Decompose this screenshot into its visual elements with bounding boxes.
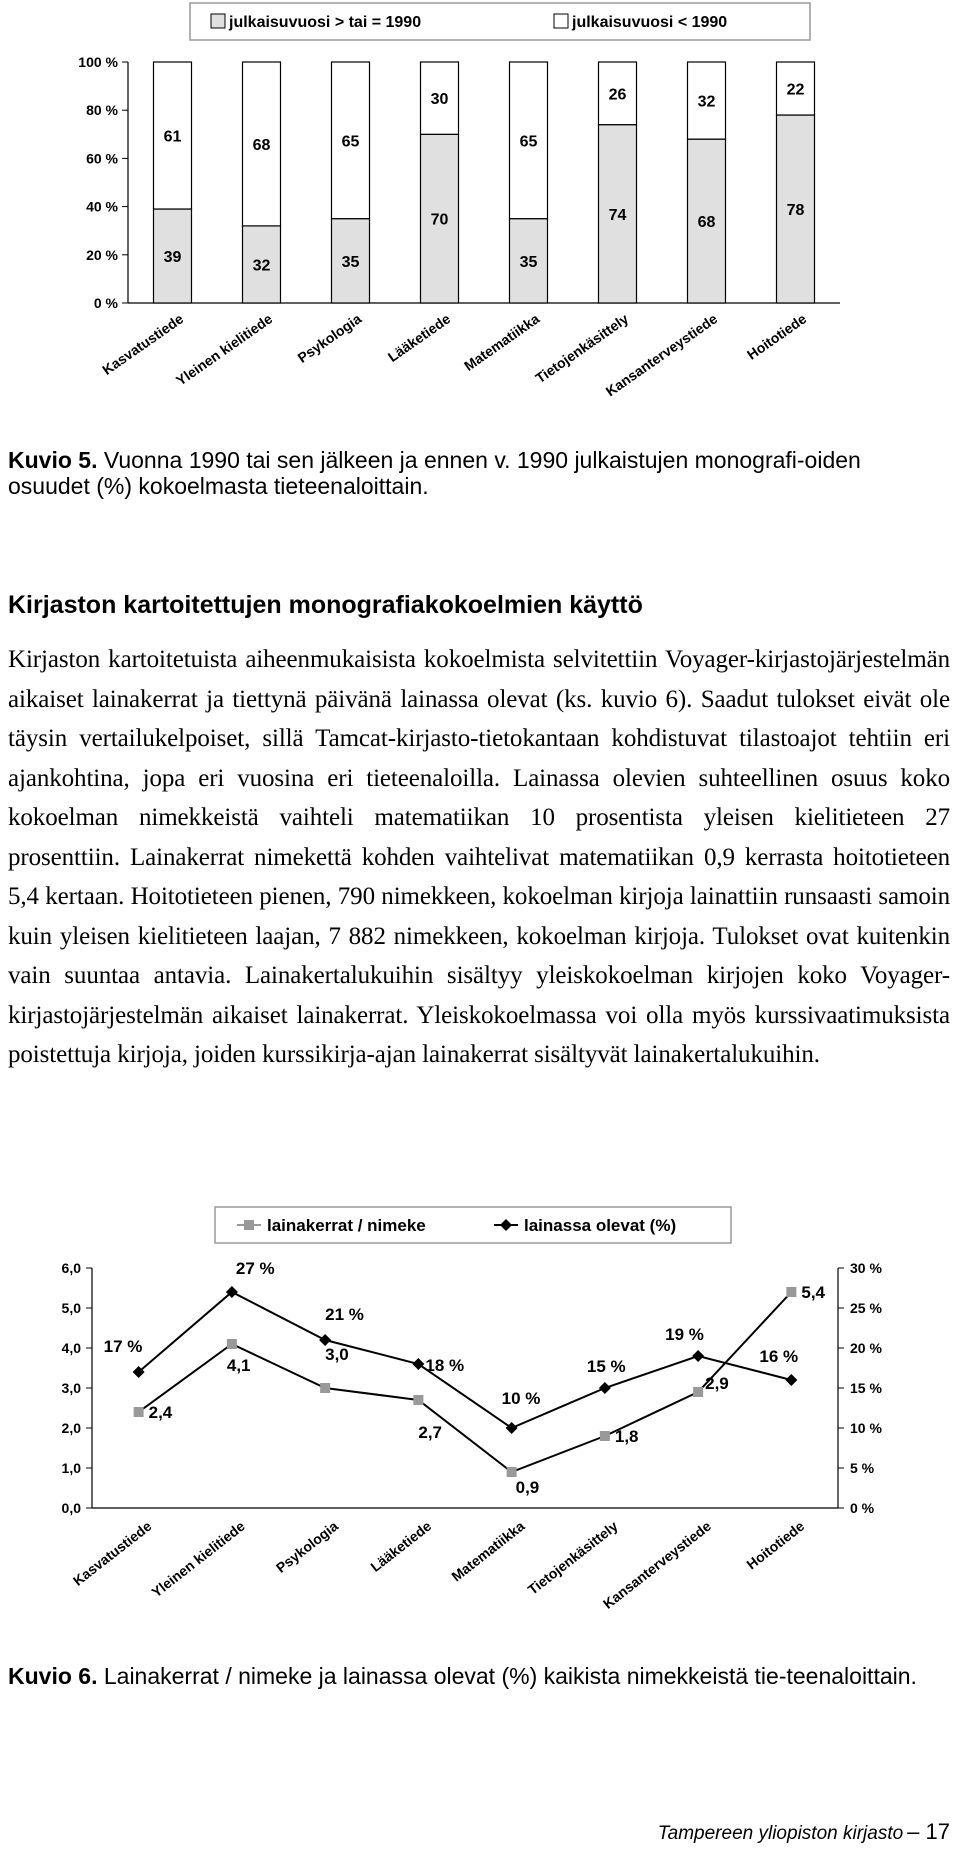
- data-label: 27 %: [235, 1259, 275, 1278]
- figure6-x-labels: [70, 1518, 808, 1612]
- y-tick-label: 80 %: [86, 102, 118, 119]
- data-label: 10 %: [501, 1389, 541, 1408]
- data-label: 17 %: [103, 1337, 143, 1356]
- data-point-diamond: [785, 1374, 797, 1386]
- data-point-square: [320, 1383, 330, 1393]
- legend-marker: [244, 1220, 254, 1230]
- figure6-axes: [62, 1260, 883, 1516]
- page-number: – 17: [907, 1819, 950, 1844]
- figure6-caption: [8, 1663, 948, 1689]
- figure6-caption-text: Lainakerrat / nimeke ja lainassa olevat (%) kaikista nimekkeistä tie-teenaloittain.: [103, 1663, 917, 1689]
- bar-value-label: 30: [430, 91, 449, 109]
- y-left-tick-label: 4,0: [61, 1340, 81, 1356]
- y-left-tick-label: 6,0: [61, 1260, 81, 1276]
- bar-value-label: 22: [786, 81, 805, 99]
- x-tick-label: Lääketiede: [367, 1517, 435, 1575]
- figure5-caption: [8, 447, 948, 499]
- y-tick-label: 20 %: [86, 246, 118, 263]
- y-right-tick-label: 25 %: [850, 1300, 882, 1316]
- bar-value-label: 65: [341, 133, 360, 151]
- data-label: 18 %: [425, 1356, 465, 1375]
- x-tick-label: Psykologia: [272, 1517, 341, 1576]
- data-point-square: [786, 1287, 796, 1297]
- legend-label: lainassa olevat (%): [524, 1216, 677, 1235]
- figure5-bars: [154, 62, 815, 303]
- data-point-square: [693, 1387, 703, 1397]
- data-label: 15 %: [586, 1357, 626, 1376]
- x-tick-label: Yleinen kielitiede: [172, 310, 276, 389]
- data-point-square: [134, 1407, 144, 1417]
- data-label: 16 %: [759, 1347, 799, 1366]
- bar-value-label: 35: [519, 253, 538, 271]
- bar-value-label: 70: [430, 211, 449, 229]
- bar-value-label: 39: [163, 249, 182, 267]
- y-right-tick-label: 0 %: [850, 1500, 875, 1516]
- x-tick-label: Psykologia: [294, 310, 365, 366]
- y-left-tick-label: 1,0: [61, 1460, 81, 1476]
- bar-value-label: 78: [786, 202, 805, 220]
- data-label: 4,1: [226, 1356, 251, 1375]
- x-tick-label: Tietojenkäsittely: [532, 310, 632, 387]
- data-point-square: [507, 1467, 517, 1477]
- x-tick-label: Kasvatustiede: [69, 1517, 155, 1589]
- y-right-tick-label: 20 %: [850, 1340, 882, 1356]
- x-tick-label: Hoitotiede: [743, 310, 810, 363]
- data-point-square: [227, 1339, 237, 1349]
- figure5-chart: [0, 0, 960, 440]
- data-label: 0,9: [515, 1478, 540, 1497]
- x-tick-label: Kansanterveystiede: [599, 1517, 714, 1612]
- data-point-diamond: [412, 1358, 424, 1370]
- y-left-tick-label: 2,0: [61, 1420, 81, 1436]
- bar-value-label: 61: [163, 128, 182, 146]
- y-left-tick-label: 3,0: [61, 1380, 81, 1396]
- y-right-tick-label: 15 %: [850, 1380, 882, 1396]
- bar-value-label: 74: [608, 206, 627, 224]
- y-left-tick-label: 0,0: [61, 1500, 81, 1516]
- y-tick-label: 0 %: [93, 295, 118, 311]
- bar-value-label: 68: [252, 136, 271, 154]
- legend-swatch: [554, 14, 568, 28]
- data-label: 3,0: [325, 1345, 349, 1364]
- legend-label: lainakerrat / nimeke: [267, 1216, 426, 1235]
- x-tick-label: Hoitotiede: [743, 1517, 808, 1573]
- section-paragraph: Kirjaston kartoitetuista aiheenmukaisista kokoelmista selvitettiin Voyager-kirjastojärjestelmän aikaiset lainakerrat ja tiettynä päivänä lainassa olevat (ks. kuvio 6). Saadut tulokset eivät ole täysin vertailukelpoiset, sillä Tamcat-kirjasto-tietokantaan kohdistuvat tilastoajot tehtiin eri ajankohtina, jopa eri vuosina eri tieteenaloilla. Lainassa olevien suhteellinen osuus koko kokoelman nimekkeistä vaihteli matematiikan 10 prosentista yleisen kielitieteen 27 prosenttiin. Lainakerrat nimekettä kohden vaihtelivat matematiikan 0,9 kerrasta hoitotieteen 5,4 kertaan. Hoitotieteen pienen, 790 nimekkeen, kokoelman kirjoja lainattiin runsaasti samoin kuin yleisen kielitieteen laajan, 7 882 nimekkeen, kokoelman kirjoja. Tulokset ovat kuitenkin vain suuntaa antavia. Lainakertalukuihin sisältyy yleiskokoelman kirjojen koko Voyager- kirjastojärjestelmän aikaiset lainakerrat. Yleiskokoelmassa voi olla myös kurssivaatimuksista poistettuja kirjoja, joiden kurssikirja-ajan lainakerrat sisältyvät lainakertalukuihin.: [8, 646, 950, 1068]
- y-tick-label: 40 %: [86, 198, 118, 215]
- data-label: 5,4: [801, 1283, 826, 1302]
- bar-value-label: 35: [341, 253, 360, 271]
- y-left-tick-label: 5,0: [61, 1300, 81, 1316]
- series-line: [139, 1292, 792, 1472]
- figure6-caption-label: Kuvio 6.: [8, 1663, 98, 1689]
- y-right-tick-label: 30 %: [850, 1260, 882, 1276]
- figure6-lines: [104, 1259, 826, 1497]
- legend-label: julkaisuvuosi > tai = 1990: [229, 14, 422, 31]
- bar-value-label: 32: [252, 257, 271, 275]
- x-tick-label: Tietojenkäsittely: [524, 1517, 621, 1598]
- data-point-square: [413, 1395, 423, 1405]
- figure6-legend: [215, 1207, 731, 1243]
- section-heading: Kirjaston kartoitettujen monografiakokoelmien käyttö: [8, 591, 643, 619]
- bar-value-label: 68: [697, 214, 716, 232]
- figure6-chart: [0, 1190, 960, 1660]
- x-tick-label: Matematiikka: [448, 1517, 528, 1585]
- data-label: 2,9: [705, 1374, 729, 1393]
- page-footer: [658, 1819, 950, 1845]
- data-point-diamond: [599, 1382, 611, 1394]
- data-label: 21 %: [325, 1305, 364, 1324]
- y-tick-label: 100 %: [78, 54, 118, 70]
- data-label: 1,8: [614, 1427, 639, 1446]
- figure5-legend: [190, 3, 810, 40]
- figure5-x-labels: [99, 310, 809, 399]
- data-label: 19 %: [665, 1325, 704, 1344]
- bar-value-label: 65: [519, 133, 538, 151]
- x-tick-label: Lääketiede: [384, 310, 454, 365]
- legend-label: julkaisuvuosi < 1990: [572, 14, 728, 31]
- legend-swatch: [211, 14, 225, 28]
- x-tick-label: Kansanterveystiede: [602, 310, 721, 400]
- figure5-caption-label: Kuvio 5.: [8, 447, 98, 473]
- y-right-tick-label: 10 %: [850, 1420, 882, 1436]
- figure5-caption-text: Vuonna 1990 tai sen jälkeen ja ennen v. 1990 julkaistujen monografi-oiden osuudet (%) kokoelmasta tieteenaloittain.: [8, 447, 861, 499]
- data-label: 2,4: [148, 1403, 173, 1422]
- x-tick-label: Yleinen kielitiede: [148, 1517, 248, 1601]
- bar-value-label: 26: [608, 86, 627, 104]
- data-point-square: [600, 1431, 610, 1441]
- footer-publisher: Tampereen yliopiston kirjasto: [657, 1823, 904, 1844]
- y-tick-label: 60 %: [86, 150, 118, 167]
- data-label: 2,7: [418, 1423, 443, 1442]
- data-point-diamond: [692, 1350, 704, 1362]
- bar-value-label: 32: [697, 93, 716, 111]
- x-tick-label: Matematiikka: [461, 310, 543, 374]
- y-right-tick-label: 5 %: [850, 1460, 875, 1476]
- x-tick-label: Kasvatustiede: [99, 310, 187, 378]
- data-point-diamond: [506, 1422, 518, 1434]
